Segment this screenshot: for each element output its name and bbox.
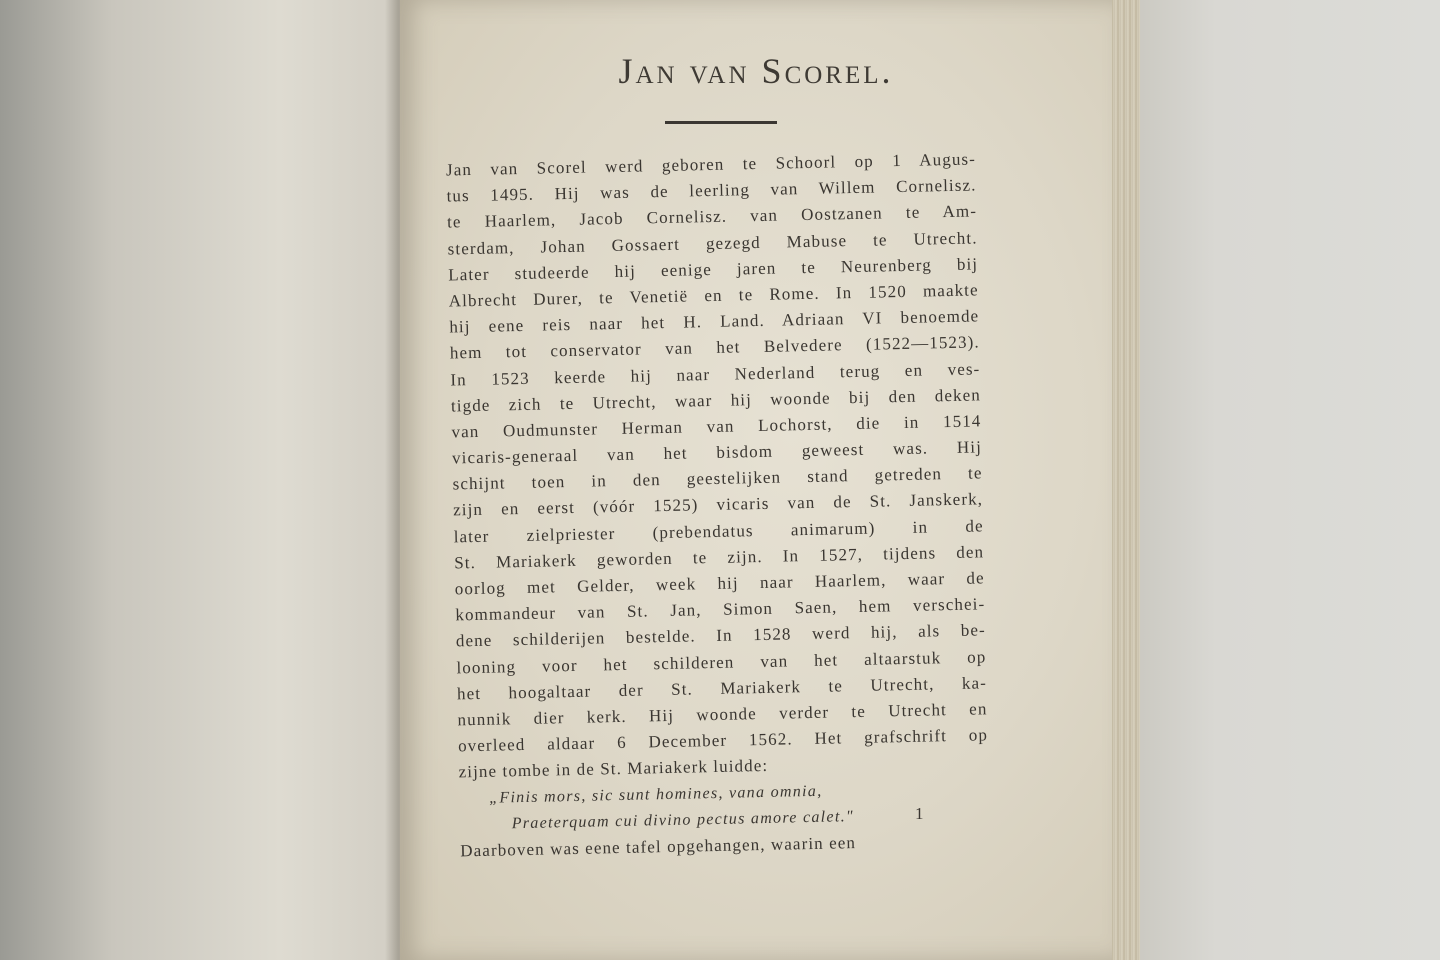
- table-background: [1120, 0, 1440, 960]
- text-line: overleed aldaar 6 December 1562. Het grafschrift op: [457, 725, 989, 756]
- left-page: [0, 0, 400, 960]
- text-line: schijnt toen in den geestelijken stand getreden te: [452, 463, 983, 494]
- epitaph-line: Praeterquam cui divino pectus amore calet.": [511, 807, 855, 832]
- text-line: tigde zich te Utrecht, waar hij woonde bij den deken: [450, 385, 982, 416]
- closing-line: Daarboven was eene tafel opgehangen, waarin een: [460, 832, 857, 861]
- epitaph-line: „Finis mors, sic sunt homines, vana omnia,: [489, 782, 823, 807]
- text-line: dene schilderijen bestelde. In 1528 werd hij, als be-: [455, 620, 986, 651]
- text-line: tus 1495. Hij was de leerling van Willem Cornelisz.: [446, 175, 977, 206]
- text-line: te Haarlem, Jacob Cornelisz. van Oostzanen te Am-: [446, 201, 978, 232]
- text-line: In 1523 keerde hij naar Nederland terug en ves-: [450, 358, 981, 389]
- right-page: [400, 0, 1112, 960]
- text-line: hij eene reis naar het H. Land. Adriaan VI benoemde: [449, 306, 980, 337]
- text-line: sterdam, Johan Gossaert gezegd Mabuse te Utrecht.: [447, 227, 978, 259]
- text-line: St. Mariakerk geworden te zijn. In 1527, tijdens den: [454, 542, 985, 573]
- text-line: zijne tombe in de St. Mariakerk luidde:: [458, 756, 769, 782]
- text-line: Jan van Scorel werd geboren te Schoorl op 1 Augus-: [445, 149, 977, 180]
- chapter-title: Jan van Scorel.: [618, 51, 894, 91]
- text-line: Later studeerde hij eenige jaren te Neurenberg bij: [448, 254, 979, 285]
- text-line: Albrecht Durer, te Venetië en te Rome. In 1520 maakte: [448, 280, 979, 311]
- page-number: 1: [915, 804, 924, 823]
- text-line: oorlog met Gelder, week hij naar Haarlem, waar de: [454, 568, 985, 599]
- body-text: [446, 146, 991, 864]
- text-line: van Oudmunster Herman van Lochorst, die in 1514: [451, 411, 982, 442]
- text-line: het hoogaltaar der St. Mariakerk te Utrecht, ka-: [456, 673, 988, 704]
- text-line: kommandeur van St. Jan, Simon Saen, hem verschei-: [455, 594, 986, 625]
- title-rule: [665, 121, 777, 124]
- text-line: looning voor het schilderen van het altaarstuk op: [456, 646, 987, 677]
- text-line: later zielpriester (prebendatus animarum) in de: [453, 515, 984, 547]
- text-line: nunnik dier kerk. Hij woonde verder te Utrecht en: [457, 699, 988, 730]
- text-line: zijn en eerst (vóór 1525) vicaris van de St. Janskerk,: [452, 489, 984, 520]
- text-line: hem tot conservator van het Belvedere (1522—1523).: [449, 332, 980, 363]
- text-line: vicaris-generaal van het bisdom geweest was. Hij: [451, 437, 983, 468]
